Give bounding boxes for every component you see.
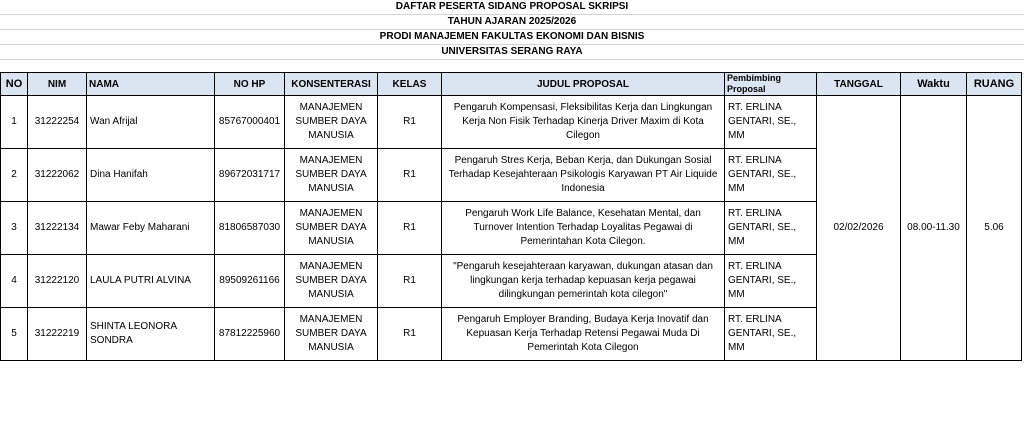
cell-no: 5 bbox=[1, 308, 28, 361]
cell-waktu: 08.00-11.30 bbox=[901, 96, 967, 361]
title-block bbox=[0, 0, 1024, 74]
cell-hp: 85767000401 bbox=[215, 96, 285, 149]
table-row bbox=[1, 96, 1022, 149]
cell-konsentrasi: MANAJEMEN SUMBER DAYA MANUSIA bbox=[285, 96, 378, 149]
cell-no: 1 bbox=[1, 96, 28, 149]
cell-hp: 81806587030 bbox=[215, 202, 285, 255]
cell-nim: 31222120 bbox=[28, 255, 87, 308]
cell-nim: 31222062 bbox=[28, 149, 87, 202]
cell-nim: 31222219 bbox=[28, 308, 87, 361]
cell-tanggal: 02/02/2026 bbox=[817, 96, 901, 361]
cell-nim: 31222254 bbox=[28, 96, 87, 149]
cell-konsentrasi: MANAJEMEN SUMBER DAYA MANUSIA bbox=[285, 202, 378, 255]
title-line-1: DAFTAR PESERTA SIDANG PROPOSAL SKRIPSI bbox=[0, 0, 1024, 15]
cell-kelas: R1 bbox=[378, 149, 442, 202]
cell-kelas: R1 bbox=[378, 202, 442, 255]
cell-nama: Dina Hanifah bbox=[87, 149, 215, 202]
header-no: NO bbox=[1, 73, 28, 96]
title-line-4: UNIVERSITAS SERANG RAYA bbox=[0, 45, 1024, 60]
header-tanggal: TANGGAL bbox=[817, 73, 901, 96]
cell-hp: 87812225960 bbox=[215, 308, 285, 361]
cell-nim: 31222134 bbox=[28, 202, 87, 255]
cell-judul: "Pengaruh kesejahteraan karyawan, dukungan atasan dan lingkungan kerja terhadap kepuasan kerja pegawai dilingkungan pemerintah kota cilegon" bbox=[442, 255, 725, 308]
title-line-3: PRODI MANAJEMEN FAKULTAS EKONOMI DAN BISNIS bbox=[0, 30, 1024, 45]
cell-nama: Mawar Feby Maharani bbox=[87, 202, 215, 255]
header-kelas: KELAS bbox=[378, 73, 442, 96]
cell-hp: 89672031717 bbox=[215, 149, 285, 202]
header-nim: NIM bbox=[28, 73, 87, 96]
cell-no: 2 bbox=[1, 149, 28, 202]
header-waktu: Waktu bbox=[901, 73, 967, 96]
cell-hp: 89509261166 bbox=[215, 255, 285, 308]
cell-judul: Pengaruh Stres Kerja, Beban Kerja, dan Dukungan Sosial Terhadap Kesejahteraan Psikologis Karyawan PT Air Liquide Indonesia bbox=[442, 149, 725, 202]
header-judul: JUDUL PROPOSAL bbox=[442, 73, 725, 96]
cell-ruang: 5.06 bbox=[967, 96, 1022, 361]
cell-konsentrasi: MANAJEMEN SUMBER DAYA MANUSIA bbox=[285, 149, 378, 202]
header-konsentrasi: KONSENTERASI bbox=[285, 73, 378, 96]
cell-judul: Pengaruh Employer Branding, Budaya Kerja Inovatif dan Kepuasan Kerja Terhadap Retensi Pegawai Muda Di Pemerintah Kota Cilegon bbox=[442, 308, 725, 361]
header-pembimbing: Pembimbing Proposal bbox=[725, 73, 817, 96]
cell-kelas: R1 bbox=[378, 255, 442, 308]
cell-pembimbing: RT. ERLINA GENTARI, SE., MM bbox=[725, 149, 817, 202]
cell-pembimbing: RT. ERLINA GENTARI, SE., MM bbox=[725, 308, 817, 361]
header-nama: NAMA bbox=[87, 73, 215, 96]
cell-judul: Pengaruh Work Life Balance, Kesehatan Mental, dan Turnover Intention Terhadap Loyalitas Pegawai di Pemerintahan Kota Cilegon. bbox=[442, 202, 725, 255]
cell-nama: Wan Afrijal bbox=[87, 96, 215, 149]
cell-pembimbing: RT. ERLINA GENTARI, SE., MM bbox=[725, 96, 817, 149]
header-ruang: RUANG bbox=[967, 73, 1022, 96]
cell-no: 3 bbox=[1, 202, 28, 255]
title-line-2: TAHUN AJARAN 2025/2026 bbox=[0, 15, 1024, 30]
cell-konsentrasi: MANAJEMEN SUMBER DAYA MANUSIA bbox=[285, 308, 378, 361]
cell-kelas: R1 bbox=[378, 96, 442, 149]
cell-nama: SHINTA LEONORA SONDRA bbox=[87, 308, 215, 361]
header-hp: NO HP bbox=[215, 73, 285, 96]
cell-konsentrasi: MANAJEMEN SUMBER DAYA MANUSIA bbox=[285, 255, 378, 308]
cell-judul: Pengaruh Kompensasi, Fleksibilitas Kerja dan Lingkungan Kerja Non Fisik Terhadap Kinerja Driver Maxim di Kota Cilegon bbox=[442, 96, 725, 149]
cell-nama: LAULA PUTRI ALVINA bbox=[87, 255, 215, 308]
table-header-row bbox=[1, 73, 1022, 96]
cell-no: 4 bbox=[1, 255, 28, 308]
cell-kelas: R1 bbox=[378, 308, 442, 361]
participants-table bbox=[0, 72, 1022, 361]
cell-pembimbing: RT. ERLINA GENTARI, SE., MM bbox=[725, 255, 817, 308]
cell-pembimbing: RT. ERLINA GENTARI, SE., MM bbox=[725, 202, 817, 255]
